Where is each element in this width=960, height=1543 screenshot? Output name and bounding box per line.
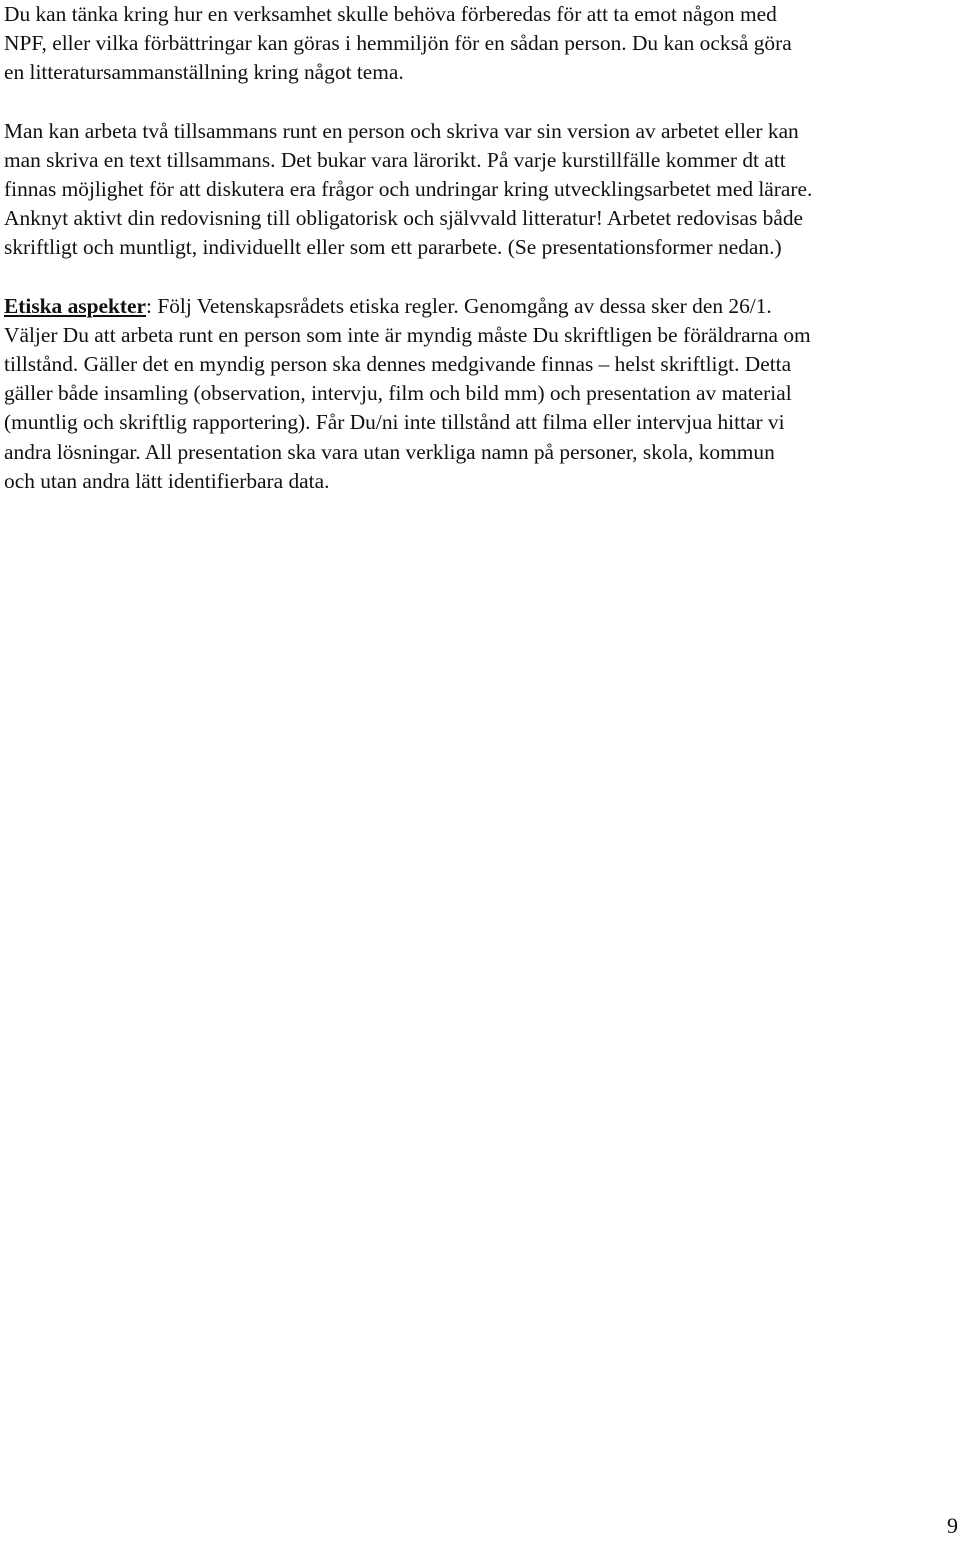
text-line: Väljer Du att arbeta runt en person som inte är myndig måste Du skriftligen be föräldrarna om xyxy=(4,322,811,347)
text-line: (muntlig och skriftlig rapportering). Får Du/ni inte tillstånd att filma eller intervjua hittar vi xyxy=(4,410,785,435)
text-line: skriftligt och muntligt, individuellt eller som ett pararbete. (Se presentationsformer nedan.) xyxy=(4,235,782,260)
text-line: NPF, eller vilka förbättringar kan göras i hemmiljön för en sådan person. Du kan också göra xyxy=(4,31,792,56)
text-line: och utan andra lätt identifierbara data. xyxy=(4,468,330,493)
document-page xyxy=(4,0,956,496)
paragraph-spacer xyxy=(4,88,956,117)
text-line: gäller både insamling (observation, intervju, film och bild mm) och presentation av material xyxy=(4,381,792,406)
text-line: andra lösningar. All presentation ska vara utan verkliga namn på personer, skola, kommun xyxy=(4,439,775,464)
ethics-first-line: : Följ Vetenskapsrådets etiska regler. Genomgång av dessa sker den 26/1. xyxy=(146,293,772,318)
paragraph-collaboration xyxy=(4,117,956,263)
page-number: 9 xyxy=(947,1513,958,1538)
text-line: finnas möjlighet för att diskutera era frågor och undringar kring utvecklingsarbetet med lärare. xyxy=(4,177,813,202)
text-line xyxy=(4,292,956,321)
paragraph-spacer xyxy=(4,263,956,292)
text-line: Du kan tänka kring hur en verksamhet skulle behöva förberedas för att ta emot någon med xyxy=(4,2,777,26)
text-line: Man kan arbeta två tillsammans runt en person och skriva var sin version av arbetet eller kan xyxy=(4,118,799,143)
text-line: man skriva en text tillsammans. Det bukar vara lärorikt. På varje kurstillfälle kommer dt att xyxy=(4,147,786,172)
paragraph-intro xyxy=(4,0,956,88)
text-line: Anknyt aktivt din redovisning till obligatorisk och självvald litteratur! Arbetet redovisas både xyxy=(4,206,804,231)
text-line: tillstånd. Gäller det en myndig person ska dennes medgivande finnas – helst skriftligt. Detta xyxy=(4,352,792,377)
ethics-heading: Etiska aspekter xyxy=(4,293,147,318)
paragraph-ethics xyxy=(4,292,956,496)
text-line: en litteratursammanställning kring något tema. xyxy=(4,60,404,85)
